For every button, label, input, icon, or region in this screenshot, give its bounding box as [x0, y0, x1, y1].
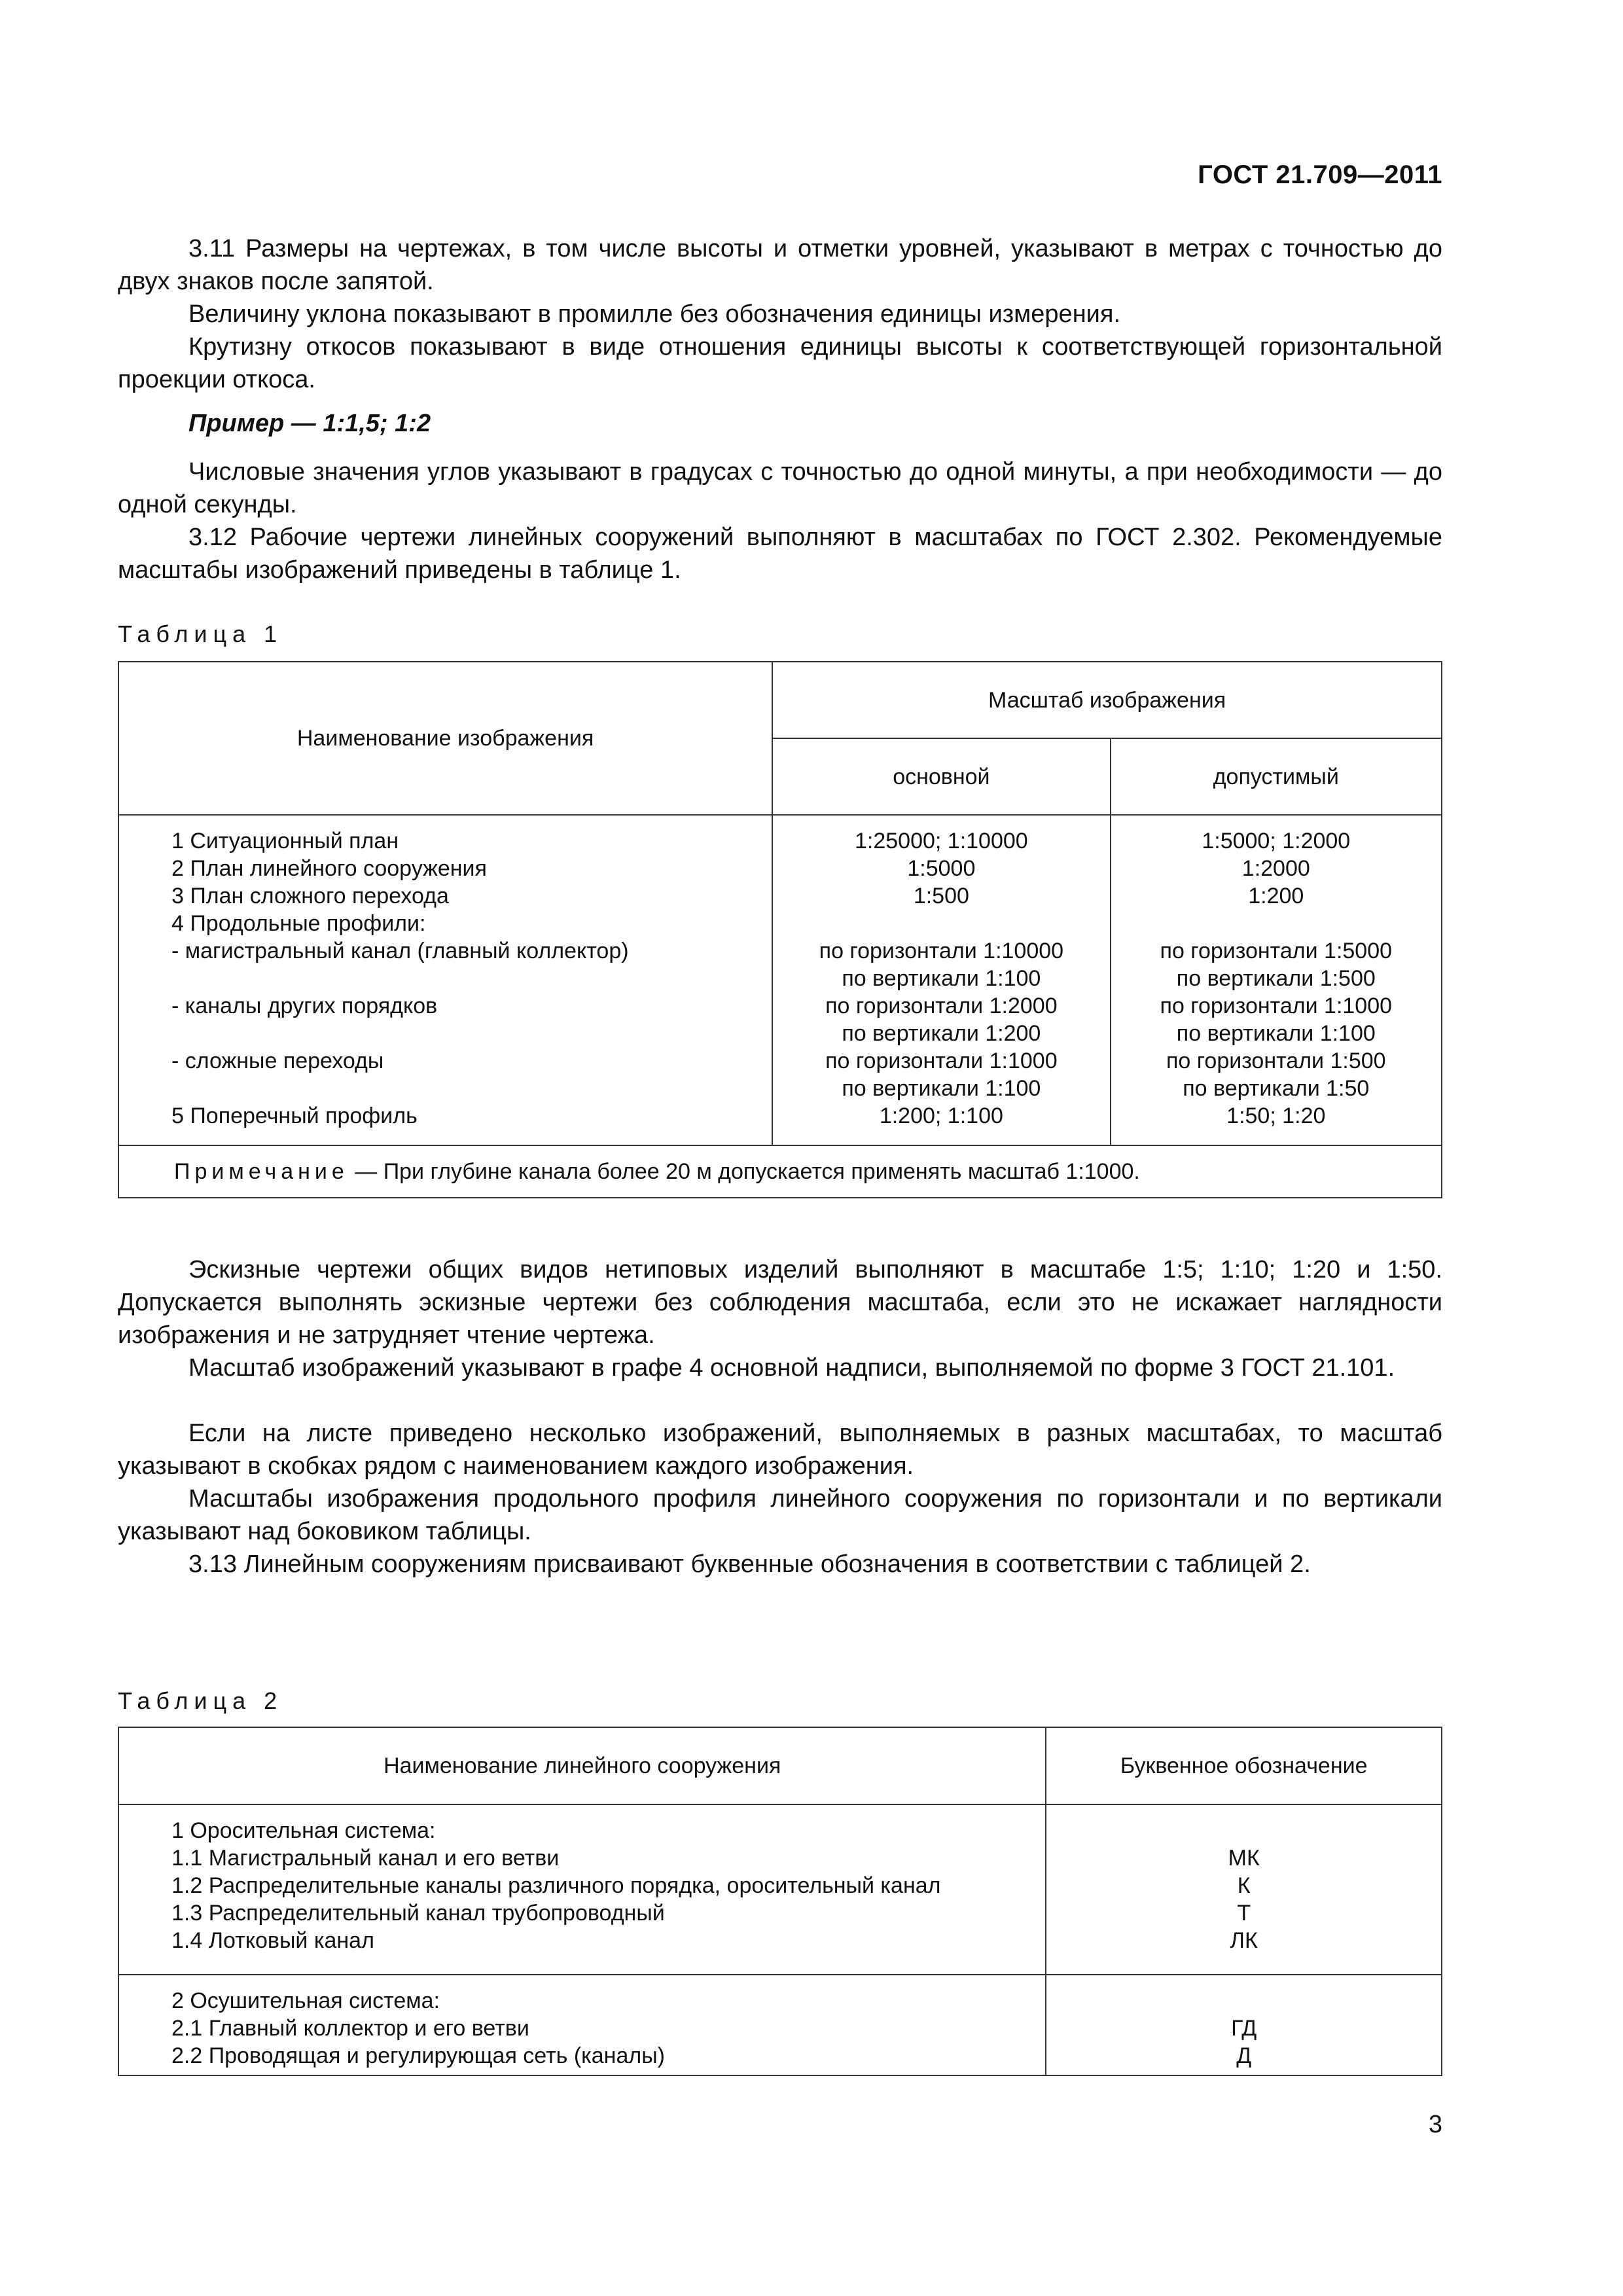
- t1-main-value: 1:25000; 1:10000: [855, 829, 1028, 853]
- t1-allowed-value: по вертикали 1:500: [1176, 966, 1376, 991]
- t1-allowed-value: по вертикали 1:50: [1183, 1076, 1370, 1101]
- page-number: 3: [1428, 2111, 1442, 2138]
- t1-main-value: 1:200; 1:100: [879, 1103, 1003, 1128]
- t1-name: [171, 1020, 772, 1047]
- table-1: [118, 661, 1442, 1198]
- paragraph-3-12: 3.12 Рабочие чертежи линейных сооружений выполняют в масштабах по ГОСТ 2.302. Рекомендуемые масштабы изображений приведены в таблице 1.: [118, 524, 1442, 584]
- t2-group2-names: [118, 1975, 1046, 2075]
- document-page: [118, 0, 1442, 2296]
- t1-name: [171, 1075, 772, 1102]
- t1-main-value: по горизонтали 1:10000: [819, 939, 1064, 963]
- t2-group1-names: [118, 1804, 1046, 1975]
- t1-main-value: [773, 910, 1109, 937]
- paragraph-3-13: 3.13 Линейным сооружениям присваивают буквенные обозначения в соответствии с таблицей 2.: [188, 1551, 1311, 1578]
- t1-note: [118, 1145, 1442, 1198]
- t1-allowed-value: 1:5000; 1:2000: [1202, 829, 1351, 853]
- t2-name: 1.3 Распределительный канал трубопроводный: [171, 1901, 665, 1926]
- t1-name: 1 Ситуационный план: [171, 829, 399, 853]
- t1-name: 5 Поперечный профиль: [171, 1103, 418, 1128]
- t2-name: 2.2 Проводящая и регулирующая сеть (каналы): [171, 2043, 665, 2068]
- t1-allowed-column: [1111, 815, 1442, 1145]
- t1-header-allowed: допустимый: [1111, 738, 1442, 815]
- paragraph-sketch: Эскизные чертежи общих видов нетиповых изделий выполняют в масштабе 1:5; 1:10; 1:20 и 1:50. Допускается выполнять эскизные чертежи без соблюдения масштаба, если это не искажает наглядности изображения и не затрудняет чтение чертежа.: [118, 1256, 1442, 1349]
- table1-caption: Таблица 1: [118, 620, 283, 647]
- paragraph-profile-scales: Масштабы изображения продольного профиля линейного сооружения по горизонтали и по вертикали указывают над боковиком таблицы.: [118, 1485, 1442, 1545]
- t2-name: 1.2 Распределительные каналы различного порядка, оросительный канал: [171, 1873, 941, 1898]
- t2-code: МК: [1228, 1846, 1260, 1871]
- t2-code: ГД: [1231, 2016, 1257, 2041]
- t2-name: 1.1 Магистральный канал и его ветви: [171, 1846, 560, 1871]
- t2-name: 1.4 Лотковый канал: [171, 1928, 374, 1953]
- t1-allowed-value: по горизонтали 1:500: [1166, 1049, 1386, 1073]
- t2-header-code: Буквенное обозначение: [1046, 1727, 1442, 1804]
- t1-main-value: по горизонтали 1:2000: [825, 994, 1058, 1018]
- t1-main-value: по вертикали 1:200: [842, 1021, 1041, 1046]
- table-2: [118, 1727, 1442, 2076]
- t1-main-column: [772, 815, 1110, 1145]
- t1-allowed-value: по горизонтали 1:5000: [1160, 939, 1393, 963]
- t1-name: - магистральный канал (главный коллектор): [171, 939, 629, 963]
- t2-code: ЛК: [1230, 1928, 1258, 1953]
- paragraph-angles: Числовые значения углов указывают в градусах с точностью до одной минуты, а при необходимости — до одной секунды.: [118, 458, 1442, 518]
- t2-code: К: [1237, 1873, 1251, 1898]
- t1-names-column: [118, 815, 772, 1145]
- t1-allowed-value: 1:50; 1:20: [1226, 1103, 1326, 1128]
- t1-name: - каналы других порядков: [171, 994, 438, 1018]
- t1-allowed-value: 1:200: [1248, 884, 1304, 908]
- t1-name: [171, 965, 772, 992]
- t1-main-value: 1:500: [913, 884, 969, 908]
- paragraph-slope: Величину уклона показывают в промилле без обозначения единицы измерения.: [188, 300, 1121, 328]
- table2-caption: Таблица 2: [118, 1687, 283, 1714]
- paragraph-scale-field: Масштаб изображений указывают в графе 4 основной надписи, выполняемой по форме 3 ГОСТ 21.101.: [188, 1354, 1395, 1382]
- t1-note-text: — При глубине канала более 20 м допускается применять масштаб 1:1000.: [348, 1159, 1140, 1184]
- paragraph-3-11: 3.11 Размеры на чертежах, в том числе высоты и отметки уровней, указывают в метрах с точностью до двух знаков после запятой.: [118, 235, 1442, 295]
- t1-main-value: по вертикали 1:100: [842, 966, 1041, 991]
- t2-code: [1046, 1987, 1441, 2015]
- t1-name: - сложные переходы: [171, 1049, 384, 1073]
- t2-group1-codes: [1046, 1804, 1442, 1975]
- paragraph-steepness: Крутизну откосов показывают в виде отношения единицы высоты к соответствующей горизонтальной проекции откоса.: [118, 333, 1442, 393]
- t1-main-value: по горизонтали 1:1000: [825, 1049, 1058, 1073]
- t2-header-name: Наименование линейного сооружения: [118, 1727, 1046, 1804]
- t1-allowed-value: [1111, 910, 1441, 937]
- t1-allowed-value: по вертикали 1:100: [1176, 1021, 1376, 1046]
- paragraph-several-scales: Если на листе приведено несколько изображений, выполняемых в разных масштабах, то масштаб указывают в скобках рядом с наименованием каждого изображения.: [118, 1420, 1442, 1480]
- document-header: ГОСТ 21.709—2011: [1198, 160, 1442, 189]
- t2-name: 2 Осушительная система:: [171, 1988, 440, 2013]
- t1-note-label: Примечание: [174, 1159, 349, 1184]
- t2-code: Т: [1237, 1901, 1251, 1926]
- t2-code: [1046, 1817, 1441, 1844]
- example-line: Пример — 1:1,5; 1:2: [188, 410, 431, 437]
- t1-header-scale: Масштаб изображения: [772, 662, 1442, 738]
- t1-header-main: основной: [772, 738, 1110, 815]
- t1-allowed-value: по горизонтали 1:1000: [1160, 994, 1393, 1018]
- t2-name: 1 Оросительная система:: [171, 1818, 436, 1843]
- t1-name: 2 План линейного сооружения: [171, 856, 487, 881]
- t1-name: 3 План сложного перехода: [171, 884, 449, 908]
- t2-name: 2.1 Главный коллектор и его ветви: [171, 2016, 529, 2041]
- t2-group2-codes: [1046, 1975, 1442, 2075]
- t1-main-value: 1:5000: [907, 856, 976, 881]
- t1-main-value: по вертикали 1:100: [842, 1076, 1041, 1101]
- t1-allowed-value: 1:2000: [1241, 856, 1310, 881]
- t1-header-name: Наименование изображения: [118, 662, 772, 815]
- t1-name: 4 Продольные профили:: [171, 911, 426, 936]
- t2-code: Д: [1236, 2043, 1252, 2068]
